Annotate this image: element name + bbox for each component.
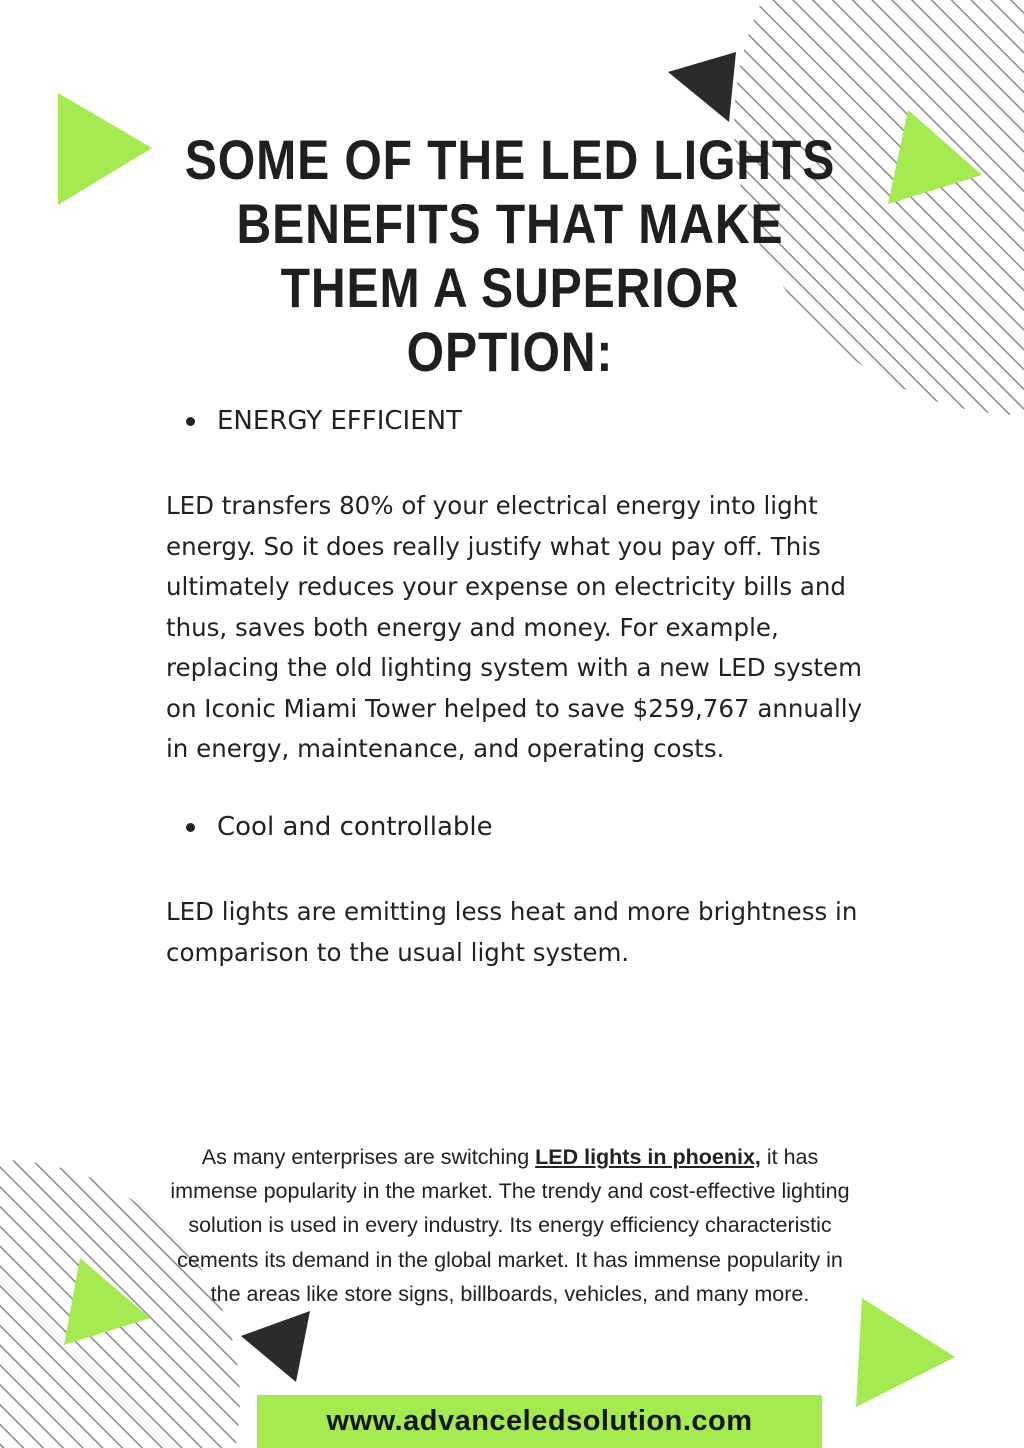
closing-paragraph [160,1140,860,1311]
benefit-heading-label: Cool and controllable [217,812,493,842]
dark-triangle-bottom [241,1311,310,1382]
website-url[interactable]: www.advanceledsolution.com [326,1405,753,1437]
bullet-dot-icon [186,823,195,832]
benefit-body-cool: LED lights are emitting less heat and more brightness in comparison to the usual light system. [166,897,858,967]
page-title: SOME OF THE LED LIGHTS BENEFITS THAT MAKE THEM A SUPERIOR OPTION: [184,128,836,383]
green-triangle-bottom-right [856,1298,955,1407]
dark-triangle-top [668,52,736,122]
benefit-heading-cool [186,812,493,842]
benefit-body-energy: LED transfers 80% of your electrical energy into light energy. So it does really justify what you pay off. This ultimately reduces your expense on electricity bills and thus, saves both energy and money. For example, replacing the old lighting system with a new LED system on Iconic Miami Tower helped to save $259,767 annually in energy, maintenance, and operating costs. [166,491,863,763]
closing-text-before: As many enterprises are switching [201,1145,536,1169]
bullet-dot-icon [186,417,195,426]
closing-text-after: it has immense popularity in the market. The trendy and cost-effective lighting solution is used in every industry. Its energy efficiency characteristic cements its demand in the global market. It has immense popularity in the areas like store signs, billboards, vehicles, and many more. [170,1145,850,1306]
website-banner [257,1395,822,1448]
benefit-heading-energy [186,406,462,436]
benefit-heading-label: ENERGY EFFICIENT [217,406,462,436]
green-triangle-top-left [58,93,152,205]
led-lights-phoenix-link[interactable]: LED lights in phoenix, [535,1145,761,1169]
